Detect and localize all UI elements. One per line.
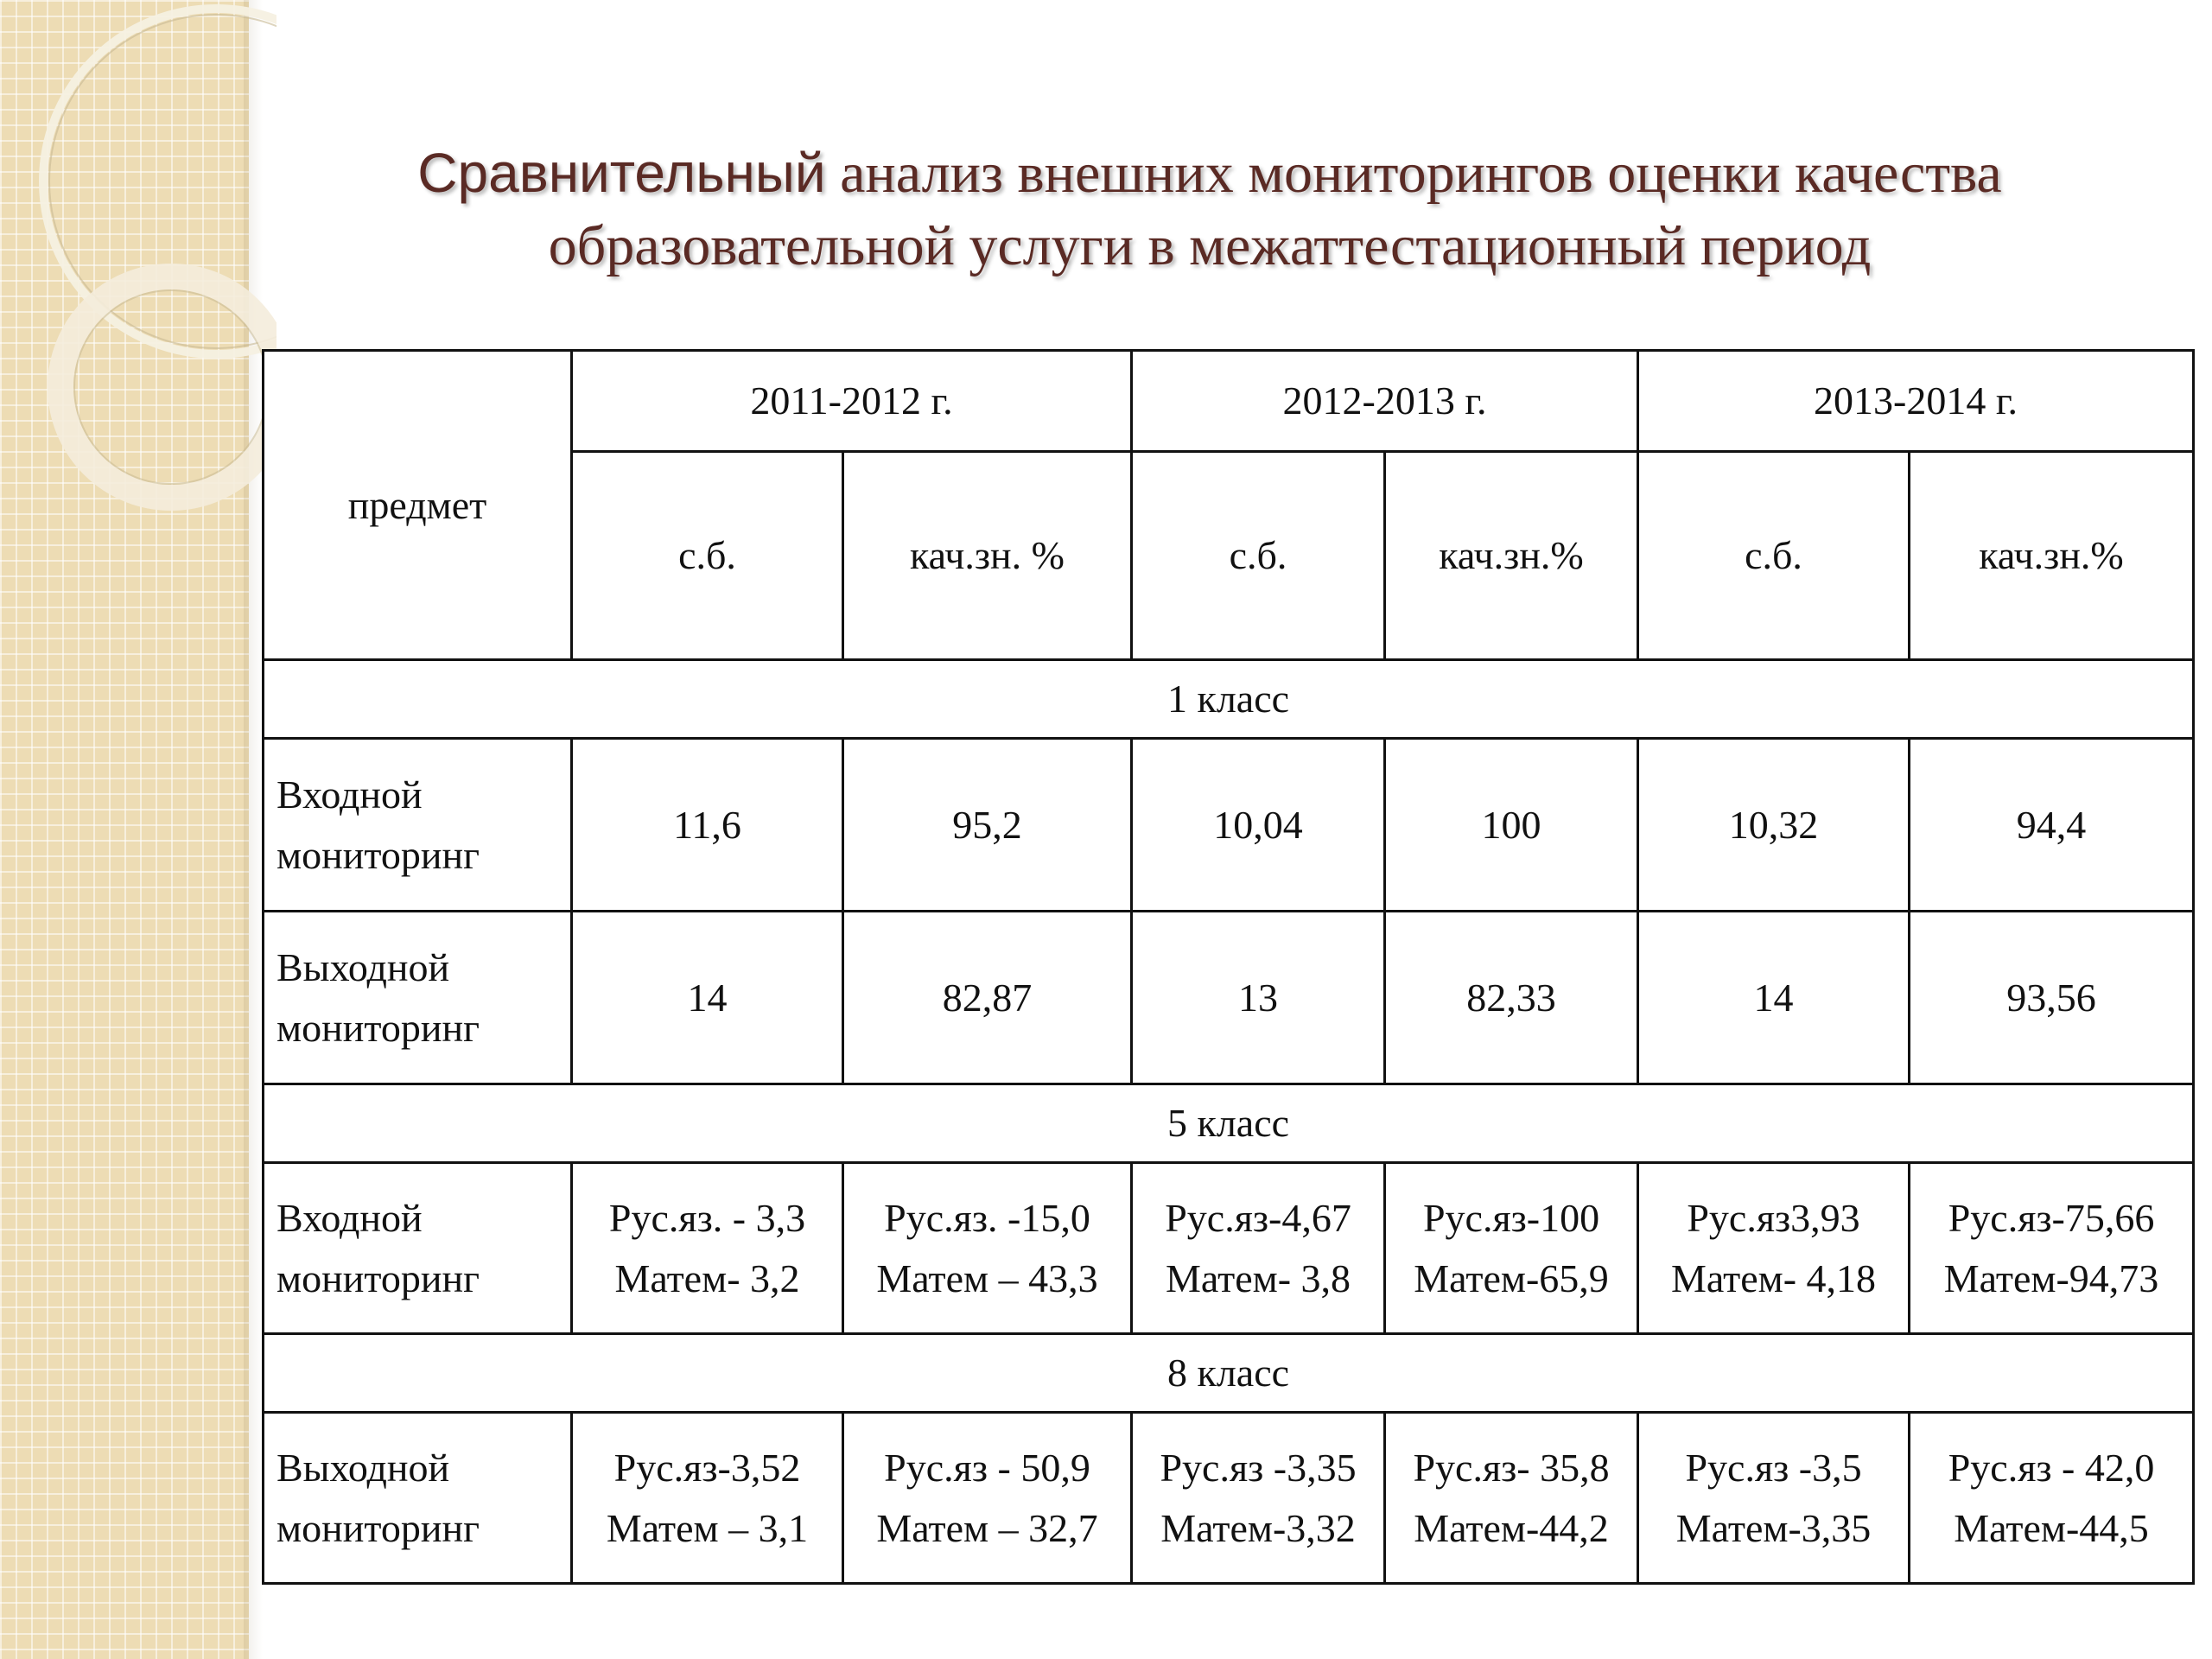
table-cell: Рус.яз- 35,8 Матем-44,2: [1385, 1413, 1638, 1584]
title-line-2: образовательной услуги в межаттестационный период: [548, 214, 1872, 277]
small-ring: [60, 276, 276, 498]
year-header-2011: 2011-2012 г.: [572, 351, 1132, 452]
metric-header: кач.зн.%: [1910, 452, 2194, 660]
table-cell: Рус.яз. - 3,3 Матем- 3,2: [572, 1163, 843, 1334]
section-row-8-class: [264, 1334, 2194, 1413]
metric-header: с.б.: [1132, 452, 1385, 660]
table-row: [264, 1413, 2194, 1584]
table-cell: Рус.яз-4,67 Матем- 3,8: [1132, 1163, 1385, 1334]
title-line-1: [268, 137, 2152, 210]
row-label: Входной мониторинг: [264, 1163, 572, 1334]
table-cell: 10,32: [1638, 739, 1910, 912]
table-cell: Рус.яз - 50,9 Матем – 32,7: [843, 1413, 1132, 1584]
table-cell: Рус.яз. -15,0 Матем – 43,3: [843, 1163, 1132, 1334]
small-ring-shade: [74, 290, 268, 484]
table-cell: 100: [1385, 739, 1638, 912]
metric-header: с.б.: [572, 452, 843, 660]
table-cell: Рус.яз -3,5 Матем-3,35: [1638, 1413, 1910, 1584]
metric-header: кач.зн.%: [1385, 452, 1638, 660]
row-label: Входной мониторинг: [264, 739, 572, 912]
table-cell: 13: [1132, 912, 1385, 1084]
row-label: Выходной мониторинг: [264, 912, 572, 1084]
table-row: [264, 912, 2194, 1084]
row-label: Выходной мониторинг: [264, 1413, 572, 1584]
table-row: [264, 1163, 2194, 1334]
table-cell: Рус.яз -3,35 Матем-3,32: [1132, 1413, 1385, 1584]
table-cell: Рус.яз3,93 Матем- 4,18: [1638, 1163, 1910, 1334]
section-row-5-class: [264, 1084, 2194, 1163]
table-cell: 94,4: [1910, 739, 2194, 912]
metric-header: с.б.: [1638, 452, 1910, 660]
slide-title: [268, 137, 2152, 283]
decorative-rings: [0, 0, 276, 553]
table-cell: Рус.яз-3,52 Матем – 3,1: [572, 1413, 843, 1584]
table-cell: Рус.яз - 42,0 Матем-44,5: [1910, 1413, 2194, 1584]
table-cell: 93,56: [1910, 912, 2194, 1084]
section-label: 1 класс: [264, 660, 2194, 739]
table-cell: 95,2: [843, 739, 1132, 912]
table-cell: 82,33: [1385, 912, 1638, 1084]
year-header-2013: 2013-2014 г.: [1638, 351, 2194, 452]
section-label: 8 класс: [264, 1334, 2194, 1413]
table-cell: 11,6: [572, 739, 843, 912]
table-cell: Рус.яз-100 Матем-65,9: [1385, 1163, 1638, 1334]
table-cell: 10,04: [1132, 739, 1385, 912]
title-rest: анализ внешних мониторингов оценки качества: [825, 142, 2002, 205]
year-header-2012: 2012-2013 г.: [1132, 351, 1638, 452]
table-cell: Рус.яз-75,66 Матем-94,73: [1910, 1163, 2194, 1334]
table-cell: 82,87: [843, 912, 1132, 1084]
header-row-years: [264, 351, 2194, 452]
title-lead-word: Сравнительный: [417, 142, 826, 204]
subject-header: предмет: [264, 351, 572, 660]
section-label: 5 класс: [264, 1084, 2194, 1163]
table-cell: 14: [1638, 912, 1910, 1084]
metric-header: кач.зн. %: [843, 452, 1132, 660]
table-row: [264, 739, 2194, 912]
monitoring-table: [262, 349, 2195, 1585]
section-row-1-class: [264, 660, 2194, 739]
table-cell: 14: [572, 912, 843, 1084]
